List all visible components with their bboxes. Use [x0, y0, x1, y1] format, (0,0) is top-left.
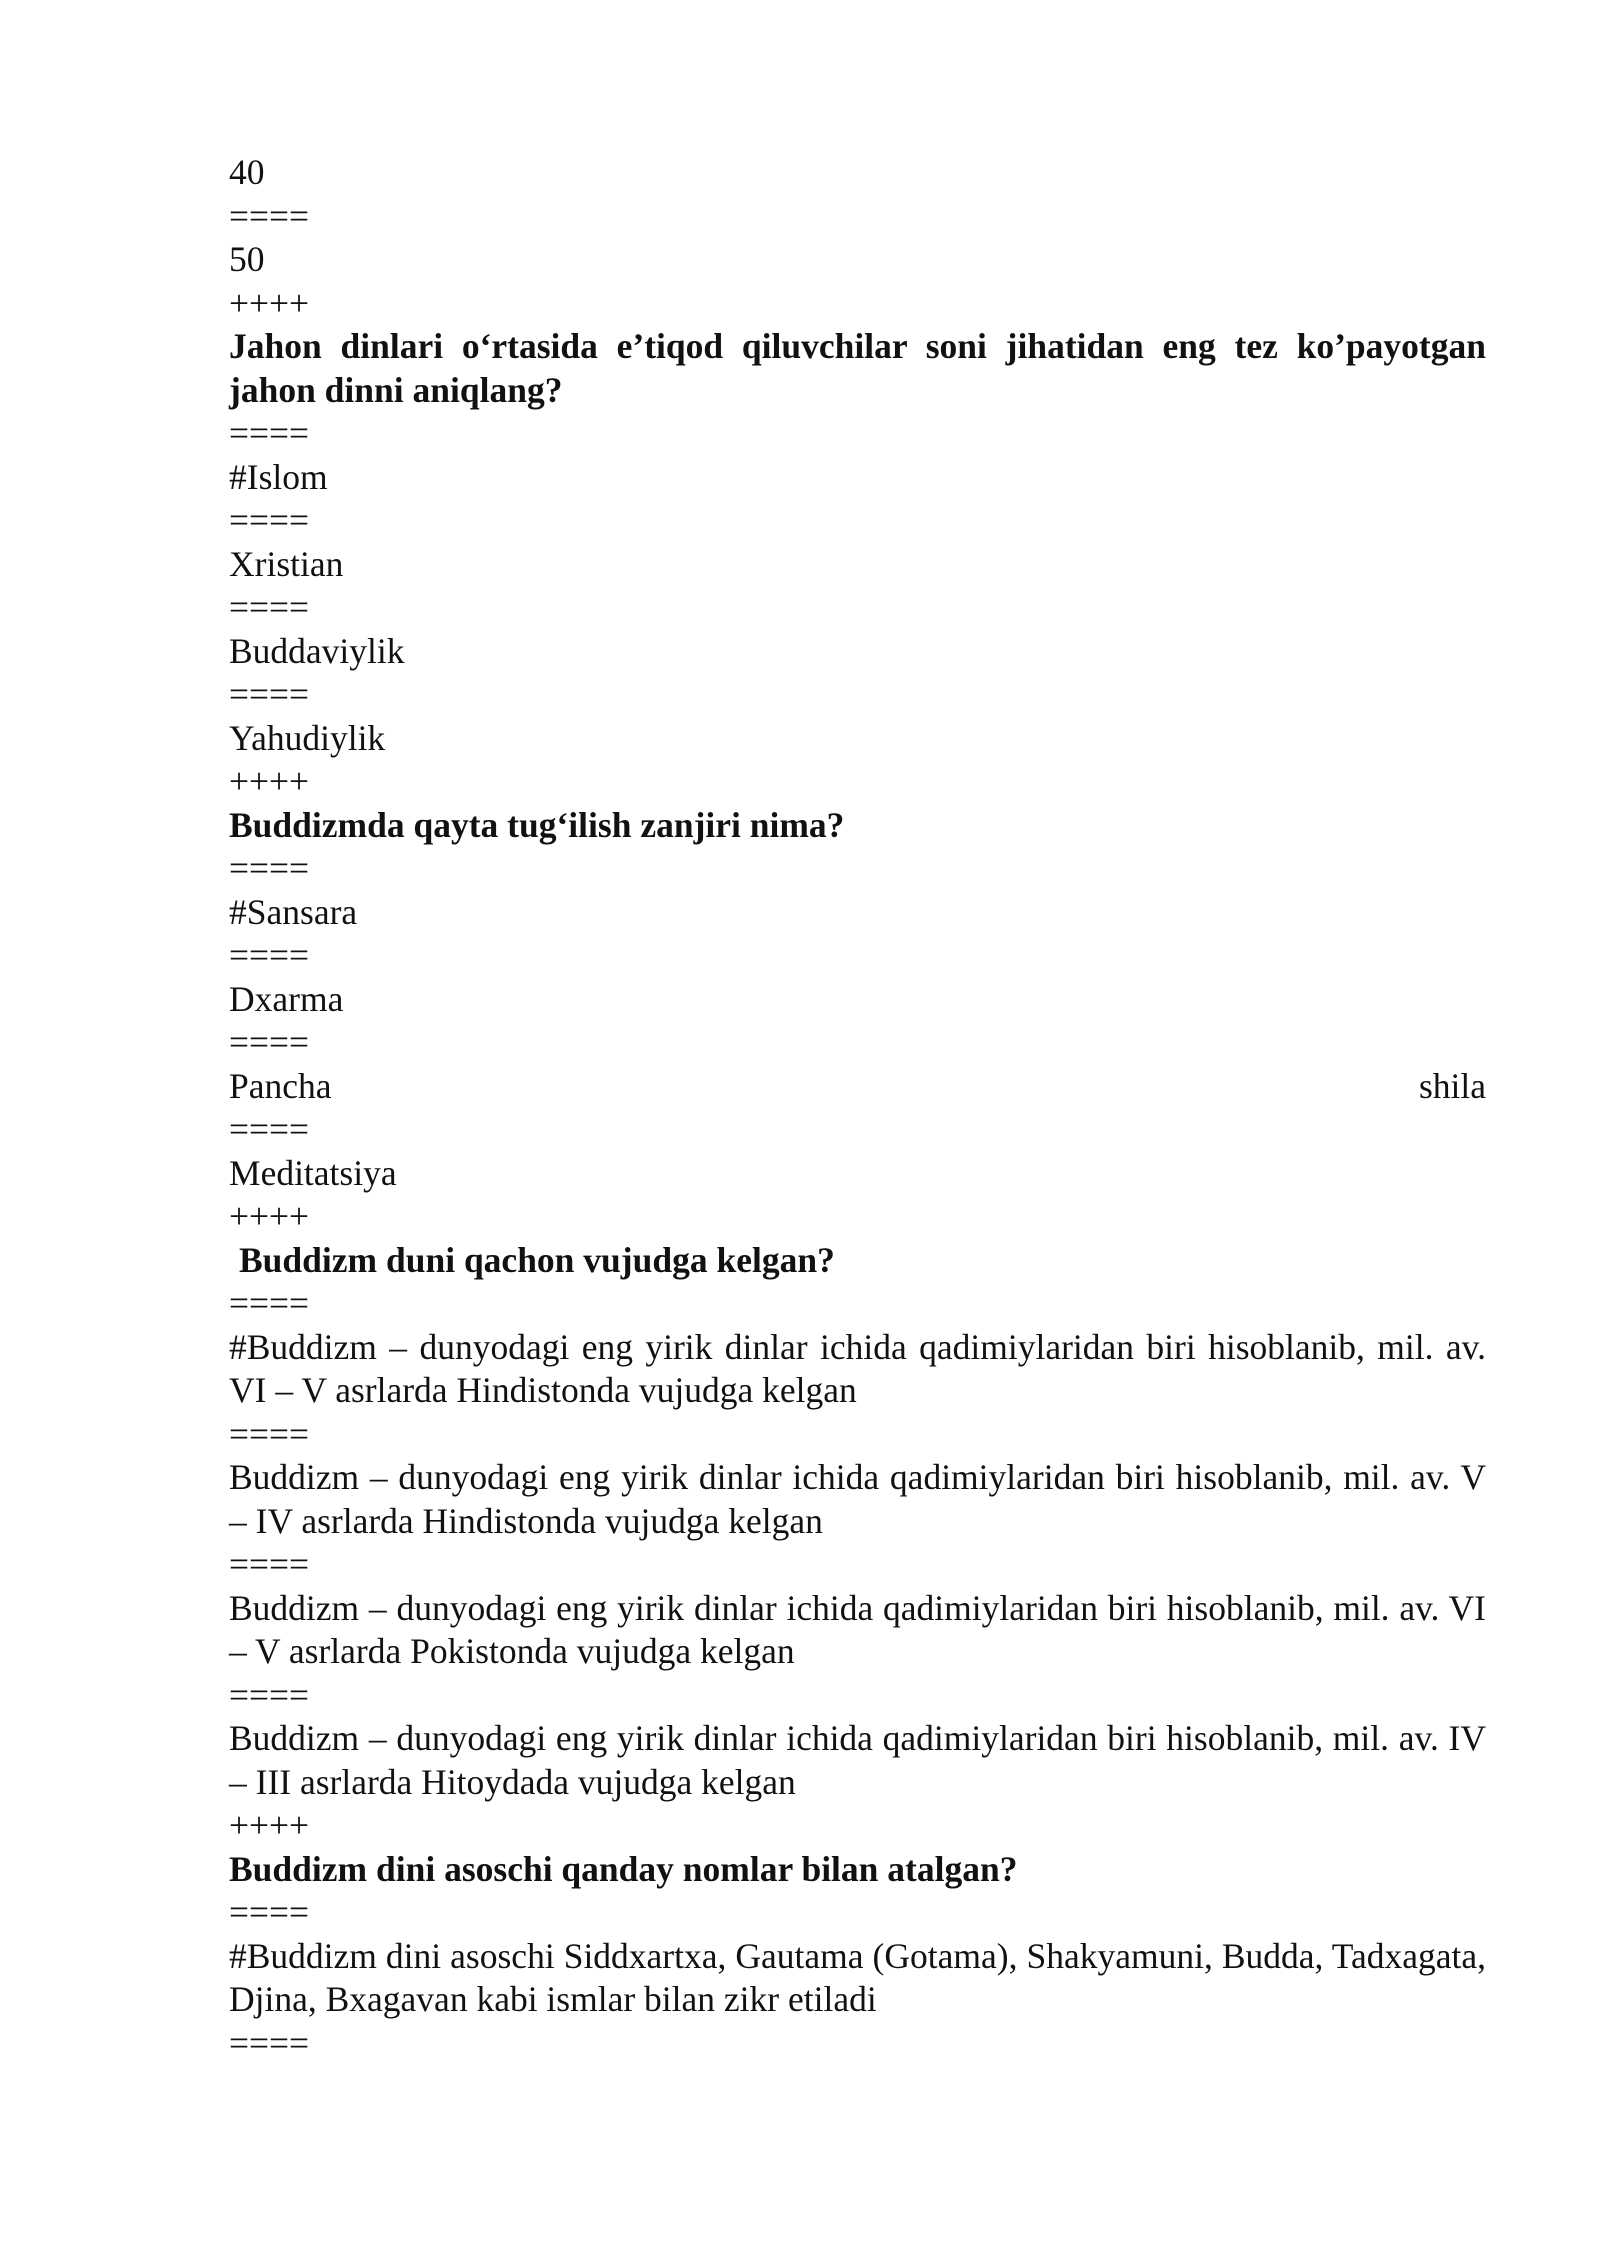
- question-separator: ++++: [229, 761, 310, 801]
- answer-option: 40: [229, 152, 265, 192]
- separator: ====: [229, 1283, 310, 1323]
- question-separator: ++++: [229, 282, 310, 323]
- answer-option: 50: [229, 239, 265, 279]
- separator: ====: [229, 413, 310, 453]
- document-page: [229, 151, 1486, 2065]
- answer-option: Buddizm – dunyodagi eng yirik dinlar ichida qadimiylaridan biri hisoblanib, mil. av. IV – III asrlarda Hitoydada vujudga kelgan: [229, 1718, 1486, 1802]
- separator: ====: [229, 848, 310, 888]
- answer-option-right-word: shila: [1418, 1065, 1486, 1106]
- correct-answer: #Buddizm dini asoschi Siddxartxa, Gautama (Gotama), Shakyamuni, Budda, Tadxagata, Djina, Bxagavan kabi ismlar bilan zikr etiladi: [229, 1935, 1486, 2019]
- correct-answer: #Islom: [229, 456, 328, 497]
- separator: ====: [229, 935, 310, 975]
- answer-option: Yahudiylik: [229, 717, 386, 758]
- separator: ====: [229, 195, 310, 236]
- separator: ====: [229, 1544, 310, 1584]
- answer-option-justified: [229, 1065, 1486, 1109]
- question-separator: ++++: [229, 1196, 310, 1236]
- question-text: Buddizmda qayta tug‘ilish zanjiri nima?: [229, 804, 845, 845]
- answer-option: Buddizm – dunyodagi eng yirik dinlar ichida qadimiylaridan biri hisoblanib, mil. av. V – IV asrlarda Hindistonda vujudga kelgan: [229, 1457, 1486, 1541]
- question-text: Buddizm duni qachon vujudga kelgan?: [239, 1239, 835, 1280]
- answer-option-left-word: Pancha: [229, 1065, 332, 1106]
- answer-option: Xristian: [229, 543, 344, 584]
- correct-answer: #Sansara: [229, 891, 358, 932]
- separator: ====: [229, 1674, 310, 1715]
- correct-answer: #Buddizm – dunyodagi eng yirik dinlar ichida qadimiylaridan biri hisoblanib, mil. av. VI – V asrlarda Hindistonda vujudga kelgan: [229, 1326, 1486, 1410]
- separator: ====: [229, 674, 310, 714]
- separator: ====: [229, 1892, 310, 1932]
- answer-option: Meditatsiya: [229, 1152, 397, 1193]
- separator: ====: [229, 1022, 310, 1062]
- separator: ====: [229, 1109, 310, 1149]
- question-text: Jahon dinlari o‘rtasida e’tiqod qiluvchilar soni jihatidan eng tez ko’payotgan jahon dinni aniqlang?: [229, 326, 1486, 410]
- separator: ====: [229, 2022, 310, 2063]
- separator: ====: [229, 500, 310, 540]
- question-separator: ++++: [229, 1805, 310, 1845]
- answer-option: Buddizm – dunyodagi eng yirik dinlar ichida qadimiylaridan biri hisoblanib, mil. av. VI – V asrlarda Pokistonda vujudga kelgan: [229, 1587, 1486, 1671]
- separator: ====: [229, 1413, 310, 1454]
- separator: ====: [229, 587, 310, 627]
- answer-option: Dxarma: [229, 978, 344, 1019]
- answer-option: Buddaviylik: [229, 630, 405, 671]
- question-text: Buddizm dini asoschi qanday nomlar bilan atalgan?: [229, 1848, 1018, 1889]
